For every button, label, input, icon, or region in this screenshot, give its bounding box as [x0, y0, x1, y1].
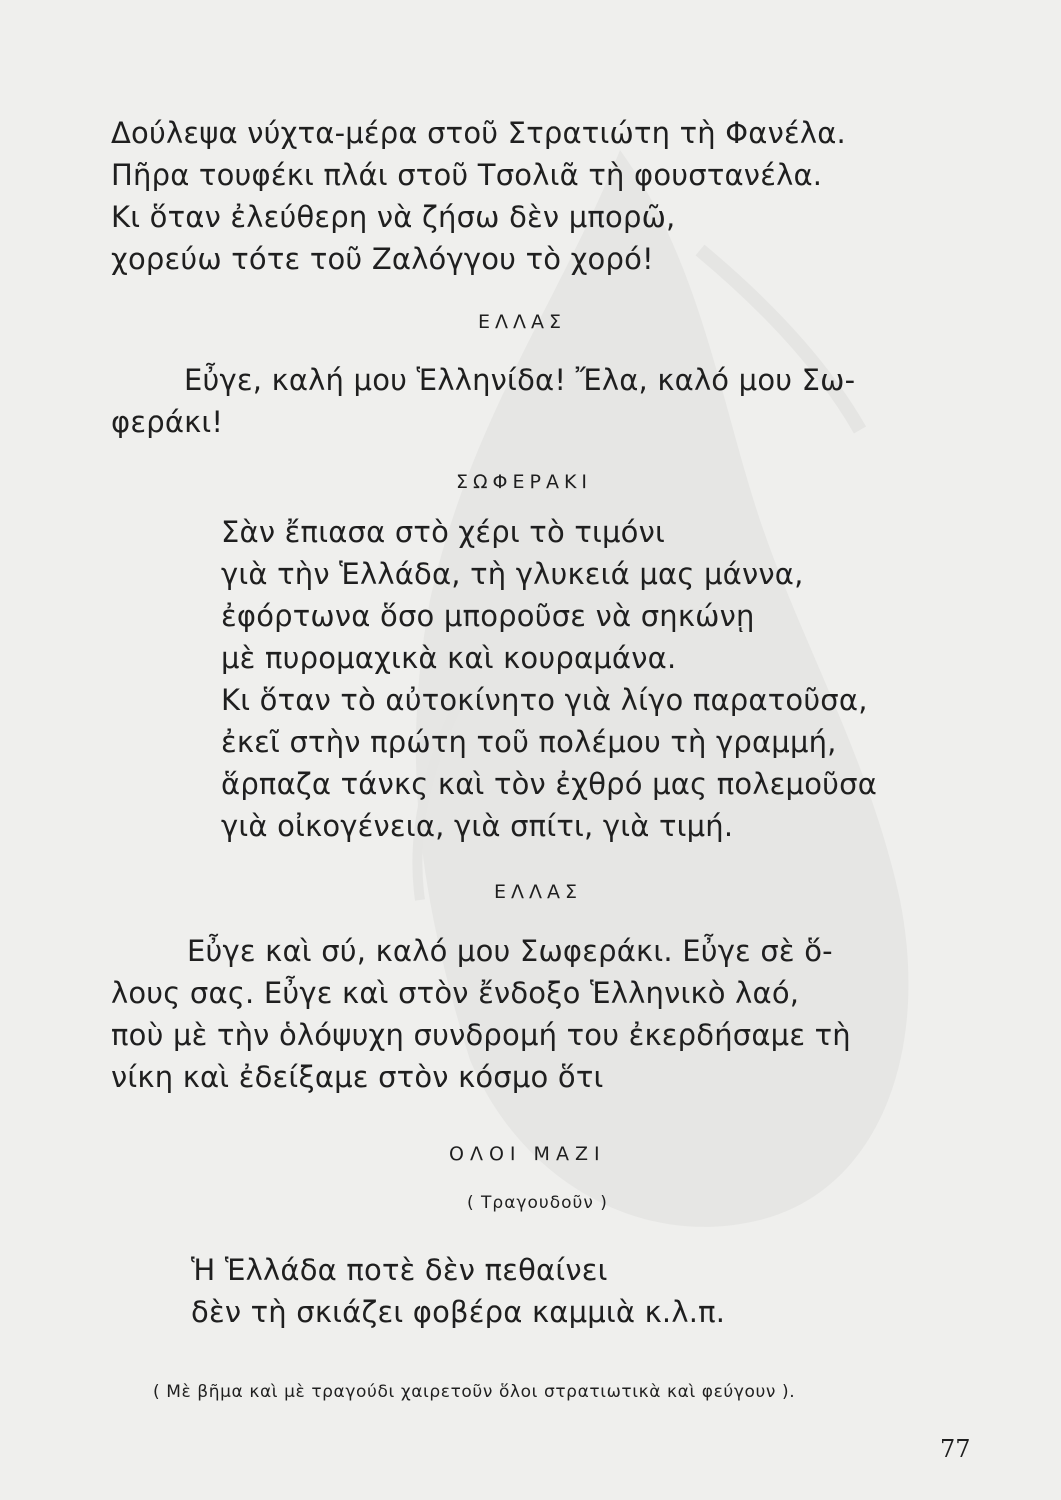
verse-line: ἐκεῖ στὴν πρώτη τοῦ πολέμου τὴ γραμμή, [221, 725, 837, 759]
speaker-heading: ΕΛΛΑΣ [478, 311, 567, 333]
speech-line: Εὖγε καὶ σύ, καλό μου Σωφεράκι. Εὖγε σὲ ὅ- [187, 934, 833, 968]
verse-line: Κι ὅταν ἐλεύθερη νὰ ζήσω δὲν μπορῶ, [111, 200, 676, 234]
verse-line: Κι ὅταν τὸ αὐτοκίνητο γιὰ λίγο παρατοῦσα, [221, 683, 868, 717]
stage-direction: ( Τραγουδοῦν ) [467, 1193, 608, 1213]
speaker-heading: ΟΛΟΙ ΜΑΖΙ [449, 1143, 606, 1165]
speech-line: Εὖγε, καλή μου Ἑλληνίδα! Ἔλα, καλό μου Σω- [184, 363, 856, 397]
verse-line: Ἡ Ἑλλάδα ποτὲ δὲν πεθαίνει [191, 1253, 608, 1287]
verse-line: ἅρπαζα τάνκς καὶ τὸν ἐχθρό μας πολεμοῦσα [221, 767, 878, 801]
verse-line: δὲν τὴ σκιάζει φοβέρα καμμιὰ κ.λ.π. [191, 1295, 726, 1329]
verse-line: χορεύω τότε τοῦ Ζαλόγγου τὸ χορό! [111, 242, 654, 276]
speaker-heading: ΕΛΛΑΣ [494, 881, 583, 903]
speech-line: φεράκι! [111, 405, 224, 439]
verse-line: Πῆρα τουφέκι πλάι στοῦ Τσολιᾶ τὴ φουστανέλα. [111, 158, 823, 192]
verse-line: Δούλεψα νύχτα-μέρα στοῦ Στρατιώτη τὴ Φανέλα. [111, 116, 846, 150]
speech-line: ποὺ μὲ τὴν ὁλόψυχη συνδρομή του ἐκερδήσαμε τὴ [111, 1018, 851, 1052]
speaker-heading: ΣΩΦΕΡΑΚΙ [456, 471, 593, 493]
page-number: 77 [940, 1435, 971, 1463]
verse-line: γιὰ τὴν Ἑλλάδα, τὴ γλυκειά μας μάννα, [221, 557, 804, 591]
verse-line: γιὰ οἰκογένεια, γιὰ σπίτι, γιὰ τιμή. [221, 809, 734, 843]
verse-line: μὲ πυρομαχικὰ καὶ κουραμάνα. [221, 641, 677, 675]
speech-line: νίκη καὶ ἐδείξαμε στὸν κόσμο ὅτι [111, 1060, 604, 1094]
verse-line: ἐφόρτωνα ὅσο μποροῦσε νὰ σηκώνῃ [221, 599, 755, 633]
stage-direction: ( Μὲ βῆμα καὶ μὲ τραγούδι χαιρετοῦν ὅλοι στρατιωτικὰ καὶ φεύγουν ). [153, 1382, 796, 1402]
verse-line: Σὰν ἔπιασα στὸ χέρι τὸ τιμόνι [221, 515, 666, 549]
speech-line: λους σας. Εὖγε καὶ στὸν ἔνδοξο Ἑλληνικὸ λαό, [111, 976, 800, 1010]
